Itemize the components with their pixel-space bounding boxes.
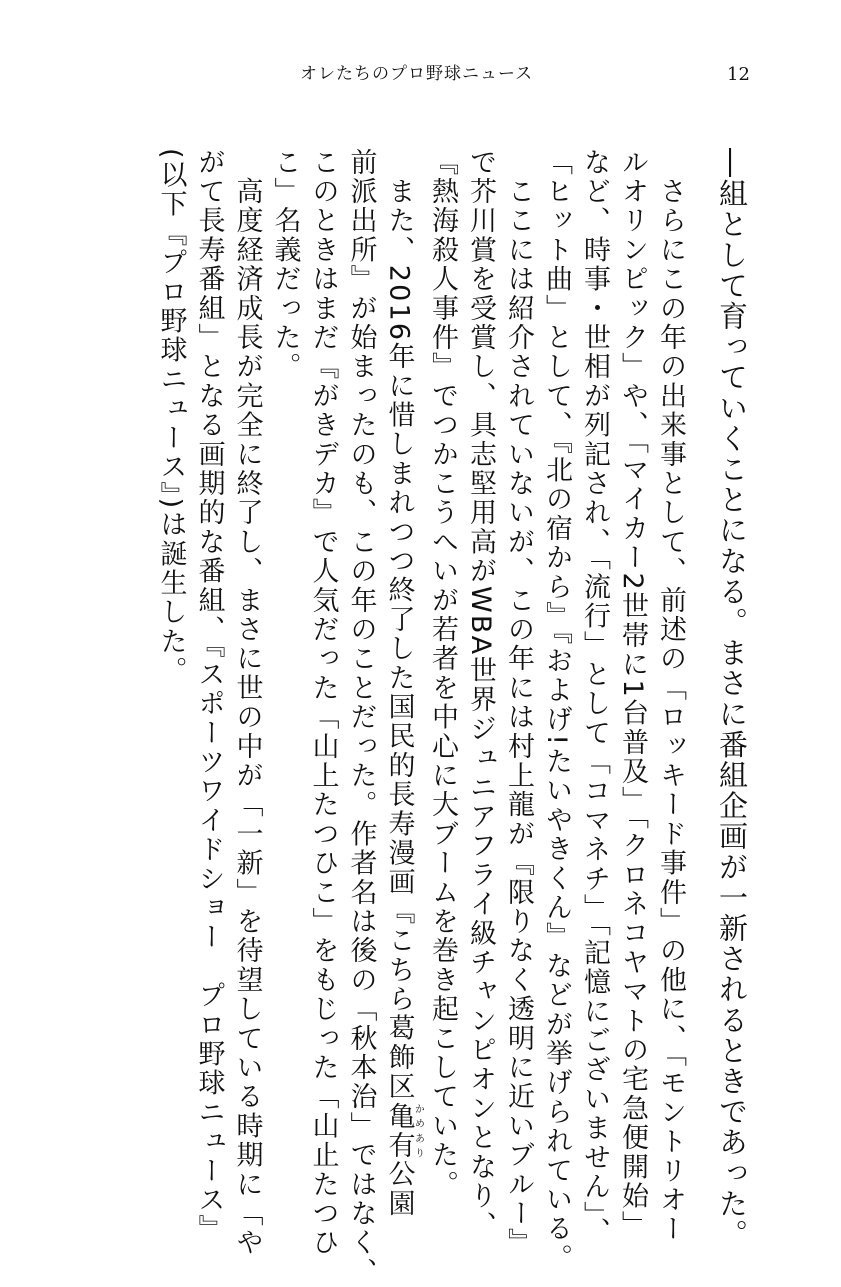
ruby-reading: かめあり <box>412 1101 424 1160</box>
body-line: 「ヒット曲」として、『北の宿から』『およげ!たいやきくん』などが挙げられている。 <box>541 148 572 1273</box>
body-line: 高度経済成長が完全に終了し、まさに世の中が「一新」を待望している時期に「や <box>231 148 263 1258</box>
body-line: 前派出所』が始まったのも、この年のことだった。作者名は後の「秋本治」ではなく、 <box>345 148 377 1287</box>
body-text <box>152 148 752 1287</box>
body-line: ここには紹介されていないが、この年には村上龍が『限りなく透明に近いブルー』 <box>503 148 534 1258</box>
body-line-with-ruby <box>380 148 424 1219</box>
body-line: で芥川賞を受賞し、具志堅用高がWBA世界ジュニアフライ級チャンピオンとなり、 <box>465 148 496 1241</box>
body-line: 『熱海殺人事件』でつかこうへいが若者を中心に大ブームを巻き起こしていた。 <box>427 148 458 1200</box>
ruby-kameari <box>383 1101 424 1160</box>
body-line-segment: また、2016年に惜しまれつつ終了した国民的長寿漫画『こちら葛飾区 <box>383 148 415 1102</box>
body-line: など、時事・世相が列記され、「流行」として「コマネチ」「記憶にございません」、 <box>579 148 610 1247</box>
ruby-base: 亀有 <box>383 1101 415 1160</box>
page-number: 12 <box>727 64 750 85</box>
body-line-segment: 公園 <box>383 1159 415 1219</box>
body-line: (以下『プロ野球ニュース』)は誕生した。 <box>155 148 187 686</box>
running-header-title: オレたちのプロ野球ニュース <box>300 64 534 84</box>
body-line: がて長寿番組」となる画期的な番組、『スポーツワイドショー プロ野球ニュース』 <box>193 148 225 1245</box>
body-line: こ」名義だった。 <box>269 148 301 382</box>
body-line: ―組として育っていくことになる。まさに番組企画が一新されるときであった。 <box>715 148 749 1250</box>
body-line: ルオリンピック」や、「マイカー2世帯に1台普及」「クロネコヤマトの宅急便開始」 <box>617 148 648 1241</box>
body-line: さらにこの年の出来事として、前述の「ロッキード事件」の他に、「モントリオー <box>655 148 686 1245</box>
body-line: このときはまだ『がきデカ』で人気だった「山上たつひこ」をもじった「山止たつひ <box>307 148 339 1258</box>
